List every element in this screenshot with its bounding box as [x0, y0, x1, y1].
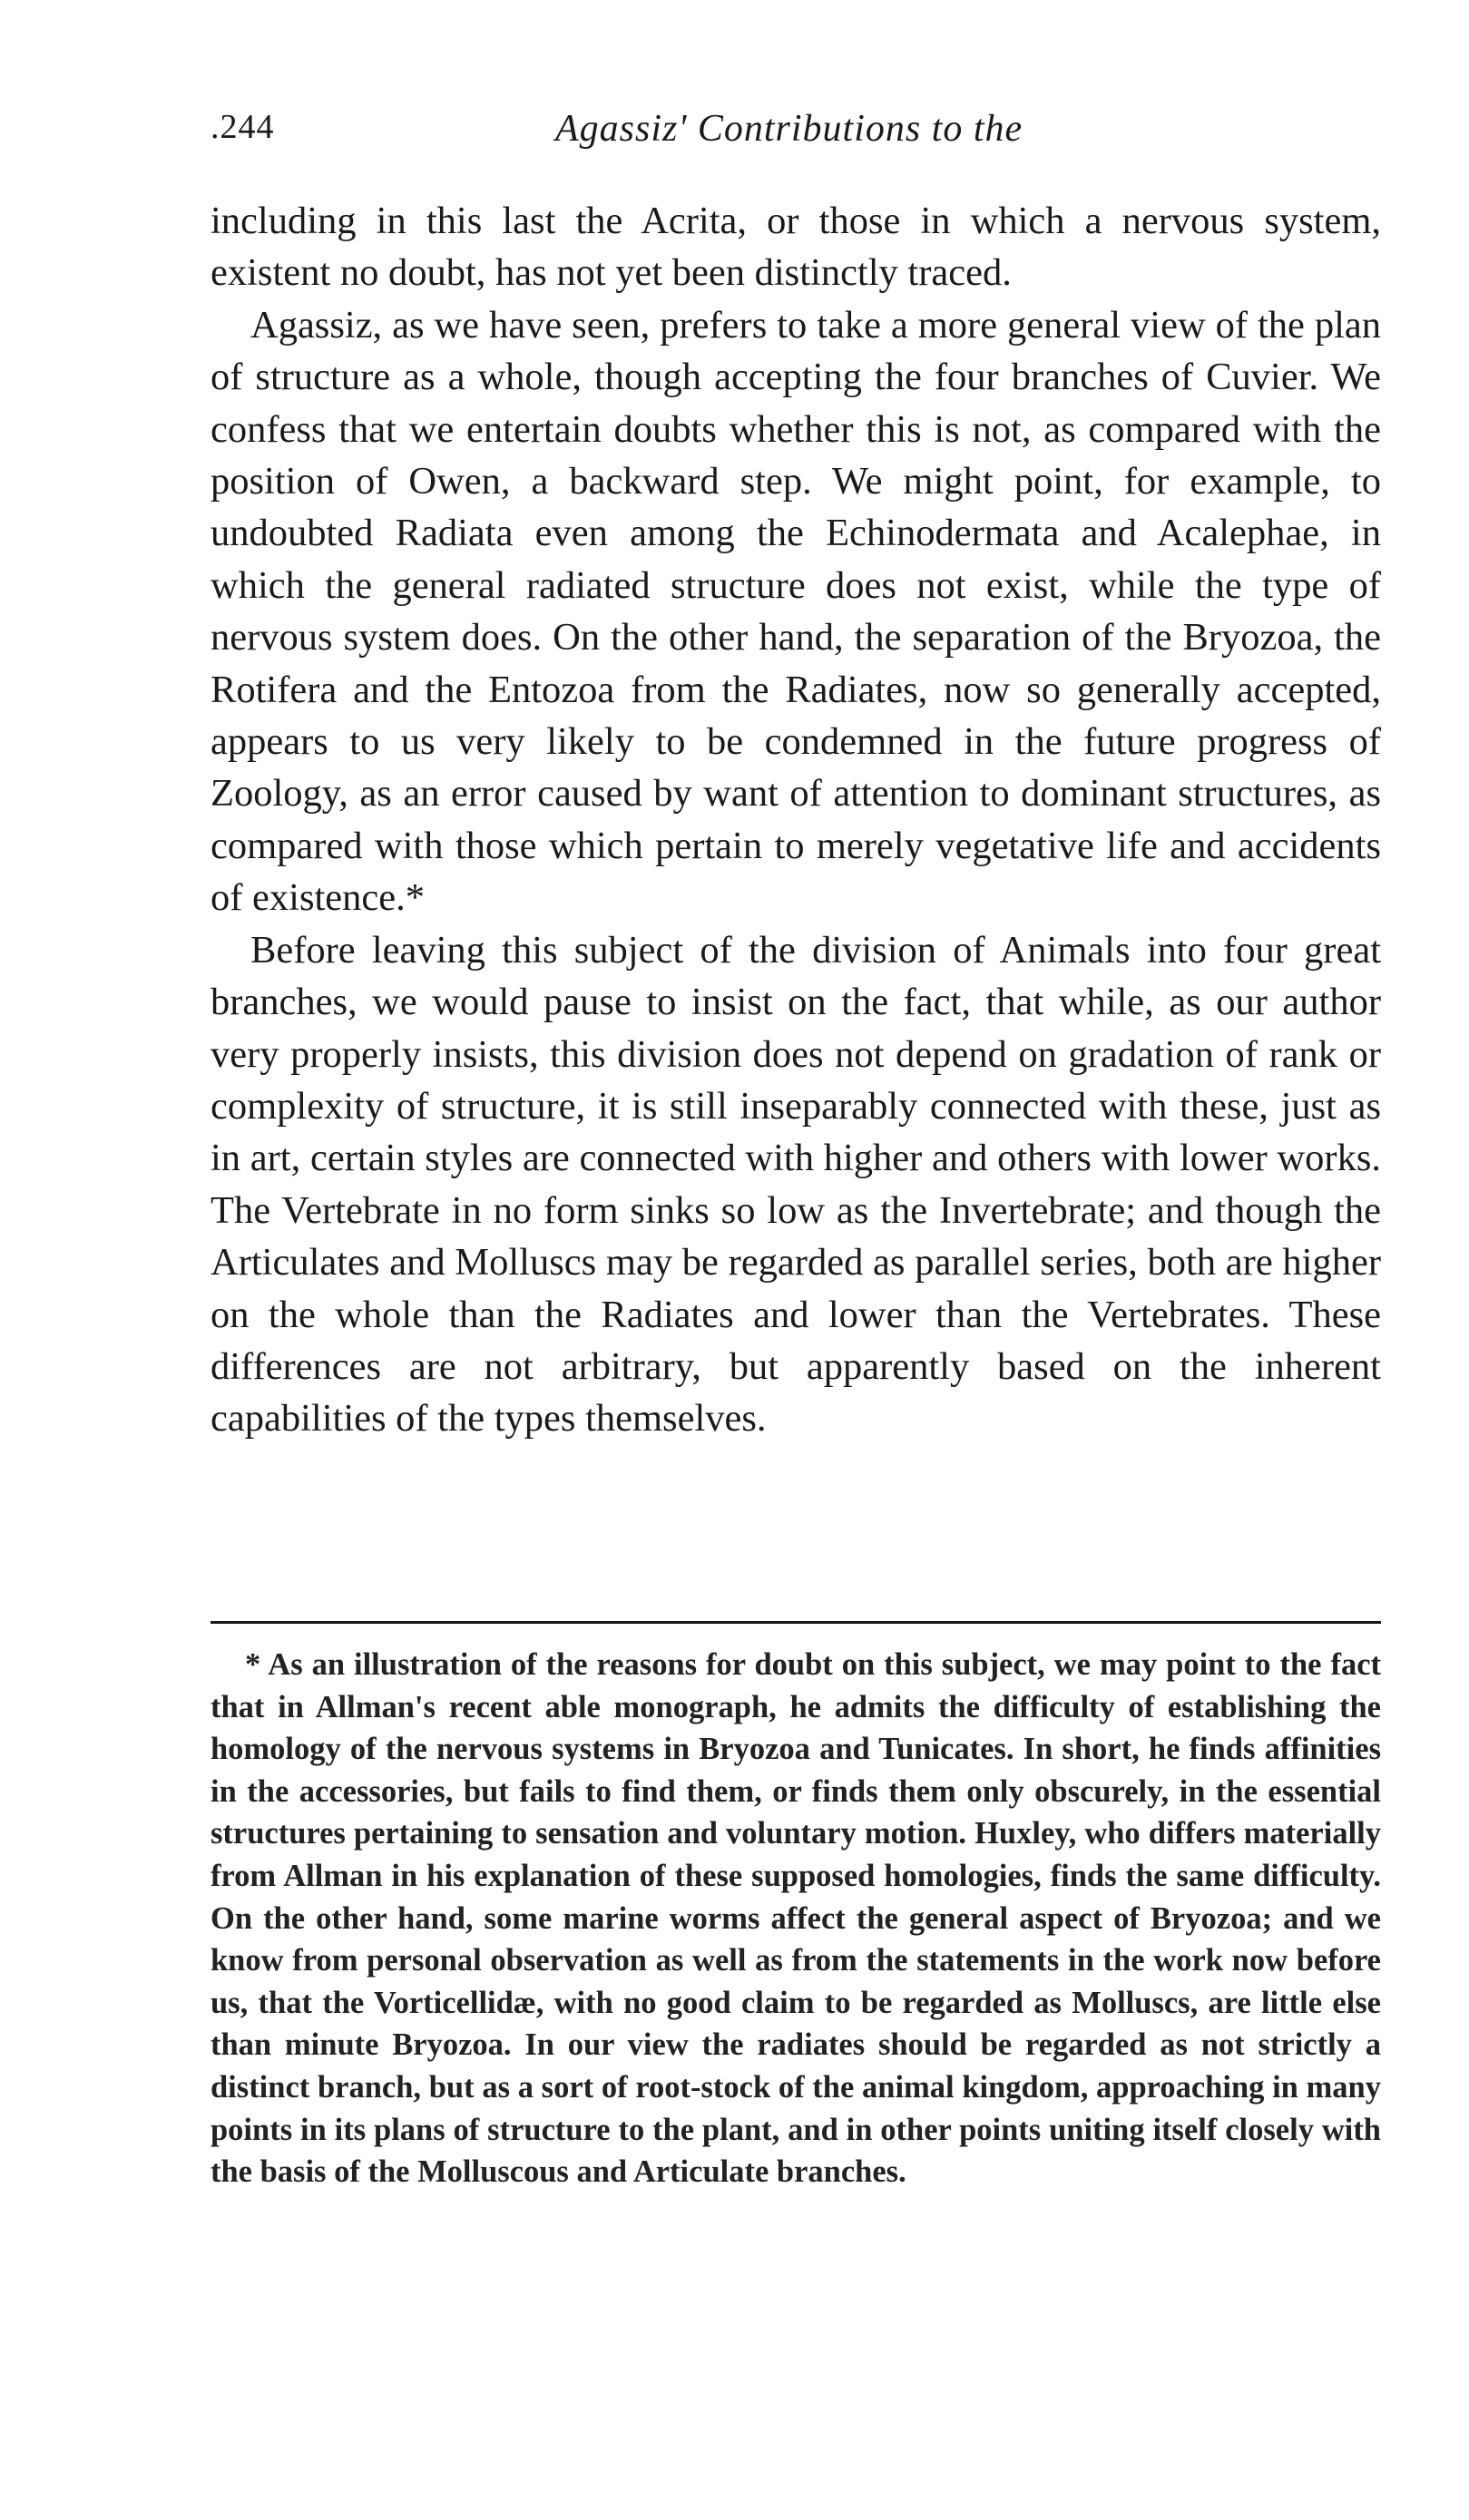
footnote	[211, 1644, 1381, 2193]
running-head	[211, 107, 1381, 161]
footnote-divider	[211, 1621, 1381, 1624]
paragraph: Agassiz, as we have seen, prefers to take a more general view of the plan of structure as a whole, though accepting the four branches of Cuvier. We confess that we entertain doubts whether this is not, as compared with the position of Owen, a backward step. We might point, for example, to undoubted Radiata even among the Echinodermata and Acalephae, in which the general radiated structure does not exist, while the type of nervous system does. On the other hand, the separation of the Bryozoa, the Rotifera and the Entozoa from the Radiates, now so generally accepted, appears to us very likely to be condemned in the future progress of Zoology, as an error caused by want of attention to dominant structures, as compared with those which pertain to merely vegetative life and accidents of existence.*	[211, 303, 1381, 920]
body-text	[211, 195, 1381, 1445]
paragraph-continued: including in this last the Acrita, or those in which a nervous system, existent no doubt, has not yet been distinctly traced.	[211, 200, 1381, 295]
paragraph: Before leaving this subject of the division of Animals into four great branches, we would pause to insist on the fact, that while, as our author very properly insists, this division does not depend on gradation of rank or complexity of structure, it is still inseparably connected with these, just as in art, certain styles are connected with higher and others with lower works. The Vertebrate in no form sinks so low as the Invertebrate; and though the Articulates and Molluscs may be regarded as parallel series, both are higher on the whole than the Radiates and lower than the Vertebrates. These differences are not arbitrary, but apparently based on the inherent capabilities of the types themselves.	[211, 928, 1381, 1441]
running-title: Agassiz' Contributions to the	[555, 108, 1023, 150]
page-number: .244	[211, 108, 275, 146]
footnote-paragraph: * As an illustration of the reasons for doubt on this subject, we may point to the fact that in Allman's recent able monograph, he admits the difficulty of establishing the homology of the nervous systems in Bryozoa and Tunicates. In short, he finds affinities in the accessories, but fails to find them, or finds them only obscurely, in the essential structures pertaining to sensation and voluntary motion. Huxley, who differs materially from Allman in his explanation of these supposed homologies, finds the same difficulty. On the other hand, some marine worms affect the general aspect of Bryozoa; and we know from personal observation as well as from the statements in the work now before us, that the Vorticellidæ, with no good claim to be regarded as Molluscs, are little else than minute Bryozoa. In our view the radiates should be regarded as not strictly a distinct branch, but as a sort of root-stock of the animal kingdom, approaching in many points in its plans of structure to the plant, and in other points uniting itself closely with the basis of the Molluscous and Articulate branches.	[211, 1647, 1381, 2190]
